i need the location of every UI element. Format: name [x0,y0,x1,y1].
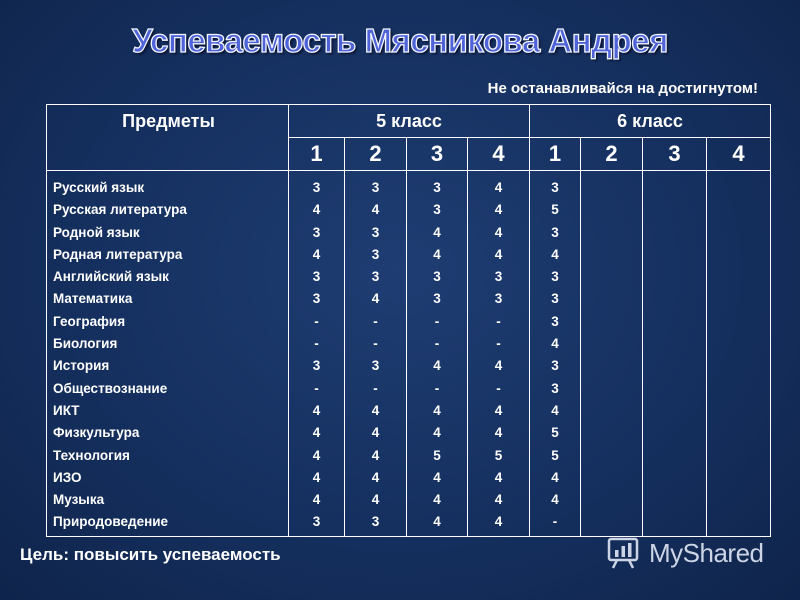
header-subjects: Предметы [47,105,289,171]
goal-text: Цель: повысить успеваемость [20,545,281,564]
subject-name: ИКТ [53,402,80,418]
grade-value: 3 [551,180,559,195]
grade-value: 4 [371,291,380,307]
motto-text: Не останавливайся на достигнутом! [487,80,758,97]
grade-value: 4 [312,402,321,418]
grade-value: 3 [312,269,321,285]
quarter-header: 4 [707,138,771,171]
subject-name: Природоведение [53,514,169,530]
grade-value: 3 [371,514,380,530]
grade-value: 3 [551,291,559,307]
grade-value: 3 [494,269,503,285]
grade-value: 3 [371,269,380,285]
grade-value: 3 [433,202,441,218]
subject-name: География [53,313,126,329]
grade-value: 4 [371,425,380,441]
subject-name: Физкультура [53,425,140,441]
grade-value: 4 [371,402,380,418]
subjects-column [47,171,289,537]
grade-value: 4 [551,402,559,418]
grade-value: 3 [433,291,441,307]
quarter-header: 1 [289,138,345,171]
grade-value: 4 [433,469,441,485]
grade-value: 4 [312,469,321,485]
grade-value: 3 [551,313,559,329]
grade-value: 3 [312,180,321,195]
grade-value: 4 [371,469,380,485]
grade-value: 5 [551,202,559,218]
grade-value: - [496,336,501,352]
grade-value: - [434,313,440,329]
grade-value: 3 [551,380,559,396]
grades-column [530,171,581,537]
quarter-header: 2 [581,138,643,171]
grades-column [468,171,530,537]
subject-name: История [53,358,110,374]
grades-column [643,171,707,537]
grade-value: 4 [312,202,321,218]
grade-value: - [373,336,378,352]
grade-value: 4 [494,180,503,195]
grade-value: 3 [371,180,380,195]
grade-value: 4 [371,492,380,508]
subject-name: Русский язык [53,180,145,195]
grade-value: 4 [433,514,441,530]
grade-value: 3 [551,358,559,374]
subject-name: Музыка [53,492,105,508]
watermark-text: MyShared [649,537,764,568]
grades-column [345,171,407,537]
grade-value: 3 [312,291,321,307]
grade-value: 4 [494,358,503,374]
grade-value: 3 [371,224,380,240]
grade-value: 5 [551,447,559,463]
grade-value: - [373,313,378,329]
subject-name: Родной язык [53,224,140,240]
subject-name: Русская литература [53,202,187,218]
grade-value: 3 [433,269,441,285]
quarter-header: 1 [530,138,581,171]
grade-value: 4 [494,202,503,218]
watermark-logo [607,536,764,570]
grade-value: - [434,380,440,396]
grade-value: 4 [494,425,503,441]
grade-value: 5 [551,425,559,441]
subject-name: Обществознание [53,380,168,396]
grade-value: 3 [433,180,441,195]
slide-title: Успеваемость Мясникова Андрея [132,22,668,59]
grade-value: - [314,313,319,329]
grade-value: 4 [433,358,441,374]
subject-name: Родная литература [53,246,183,262]
grades-column [707,171,771,537]
grade-value: - [314,380,319,396]
grade-value: 4 [551,336,559,352]
presentation-board-icon [607,536,641,570]
subject-name: Математика [53,291,133,307]
grades-column [289,171,345,537]
grades-column [581,171,643,537]
grade-value: 4 [371,447,380,463]
grade-value: 4 [433,246,441,262]
quarter-header: 3 [407,138,468,171]
grade-value: 4 [312,447,321,463]
grade-value: - [314,336,319,352]
grade-value: 5 [433,447,441,463]
grade-value: 3 [371,358,380,374]
grade-value: 3 [371,246,380,262]
grade-value: - [496,313,501,329]
grade-value: 4 [494,224,503,240]
grade-value: - [373,380,378,396]
quarter-header: 4 [468,138,530,171]
grade-value: 3 [312,514,321,530]
grade-value: 4 [312,492,321,508]
grade-value: 3 [312,224,321,240]
quarter-header: 2 [345,138,407,171]
grade-value: 4 [551,492,559,508]
grades-column [407,171,468,537]
grades-table [46,104,771,537]
grade-value: 4 [433,224,441,240]
grade-value: 4 [494,469,503,485]
grade-value: - [434,336,440,352]
grade-value: 4 [433,402,441,418]
header-class6: 6 класс [530,105,771,138]
grade-value: - [496,380,501,396]
subject-name: Технология [53,447,130,463]
grade-value: 5 [494,447,503,463]
grade-value: 3 [494,291,503,307]
subject-name: ИЗО [53,469,82,485]
grade-value: 3 [551,269,559,285]
grade-value: 4 [551,246,559,262]
subject-name: Биология [53,336,118,352]
grade-value: 4 [312,246,321,262]
grade-value: 3 [551,224,559,240]
grade-value: 4 [494,402,503,418]
grade-value: 4 [494,514,503,530]
subject-name: Английский язык [53,269,169,285]
grade-value: 4 [312,425,321,441]
grade-value: 4 [494,246,503,262]
grade-value: 4 [551,469,559,485]
grade-value: 4 [433,492,441,508]
quarter-header: 3 [643,138,707,171]
grade-value: 3 [312,358,321,374]
header-class5: 5 класс [289,105,530,138]
grade-value: - [552,514,558,530]
grade-value: 4 [371,202,380,218]
grade-value: 4 [433,425,441,441]
grade-value: 4 [494,492,503,508]
